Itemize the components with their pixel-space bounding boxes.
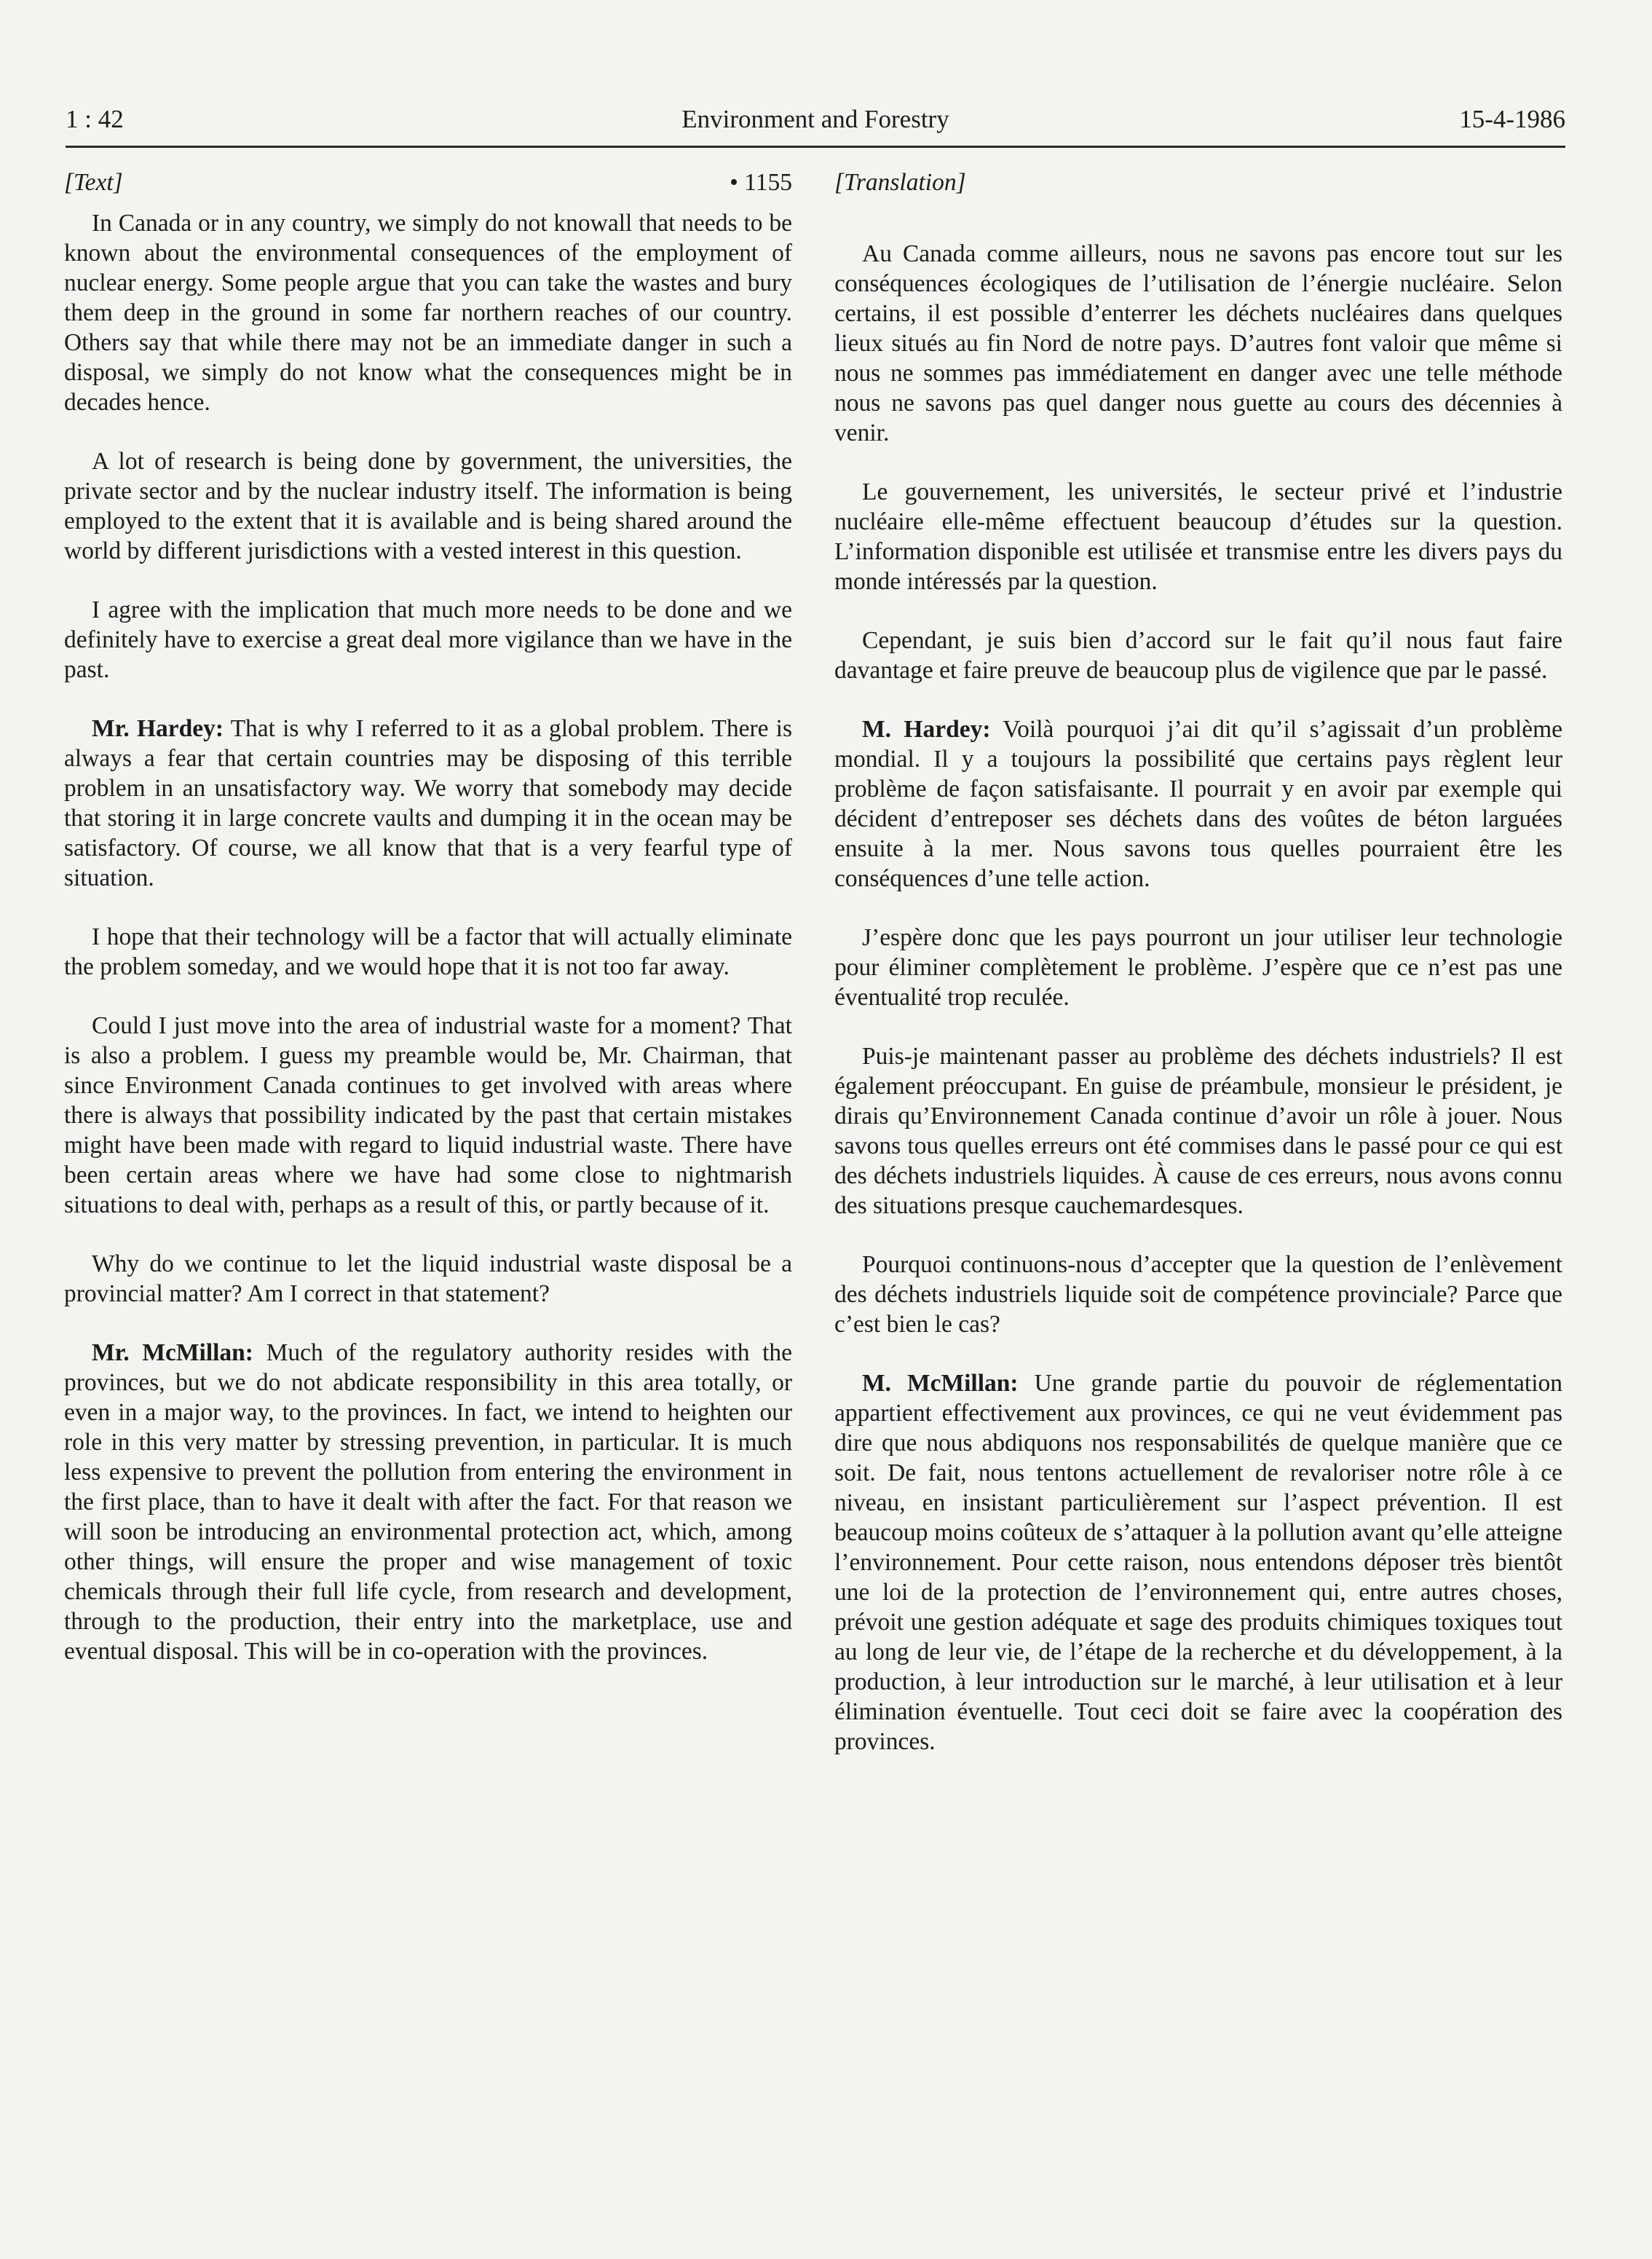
paragraph [64, 208, 792, 417]
french-paragraphs [834, 239, 1562, 1757]
speaker-name: M. McMillan: [862, 1370, 1019, 1397]
paragraph-text: I agree with the implication that much more needs to be done and we definitely have to exercise a great deal more vigilance than we have in the past. [64, 596, 792, 683]
paragraph [64, 922, 792, 982]
speaker-name: Mr. Hardey: [92, 715, 224, 742]
paragraph [834, 923, 1562, 1012]
paragraph-text: Why do we continue to let the liquid industrial waste disposal be a provincial matter? Am I correct in that statement? [64, 1250, 792, 1307]
paragraph [64, 714, 792, 893]
paragraph [64, 1249, 792, 1309]
paragraph-text: Voilà pourquoi j’ai dit qu’il s’agissait d’un problème mondial. Il y a toujours la possibilité que certains pays règlent leur problème de façon satisfaisante. Il pourrait y en avoir par exemple qui décident d’entreposer ses déchets dans des voûtes de béton larguées ensuite à la mer. Nous savons tous quelles pourraient être les conséquences d’une telle action. [834, 716, 1563, 892]
paragraph-text: J’espère donc que les pays pourront un jour utiliser leur technologie pour éliminer complètement le problème. J’espère que ce n’est pas une éventualité trop reculée. [834, 924, 1562, 1011]
paragraph [834, 1250, 1562, 1339]
english-paragraphs [64, 208, 792, 1666]
english-column [64, 167, 792, 1695]
paragraph [834, 1368, 1562, 1757]
paragraph-text: Cependant, je suis bien d’accord sur le fait qu’il nous faut faire davantage et faire preuve de beaucoup plus de vigilence que par le passé. [834, 627, 1562, 684]
paragraph [64, 1011, 792, 1220]
paragraph-text: In Canada or in any country, we simply do not knowall that needs to be known about the environmental consequences of the employment of nuclear energy. Some people argue that you can take the wastes and bury them deep in the ground in some far northern reaches of our country. Others say that while there may not be an immediate danger in such a disposal, we simply do not know what the consequences might be in decades hence. [64, 210, 792, 416]
text-label: [Text] [64, 169, 123, 196]
french-column [834, 167, 1562, 1786]
paragraph-text: Much of the regulatory authority resides with the provinces, but we do not abdicate responsibility in this area totally, or even in a major way, to the provinces. In fact, we intend to heighten our role in this very matter by stressing prevention, in particular. It is much less expensive to prevent the pollution from entering the environment in the first place, than to have it dealt with after the fact. For that reason we will soon be introducing an environmental protection act, which, among other things, will ensure the proper and wise management of toxic chemicals through their full life cycle, from research and development, through to the production, their entry into the marketplace, use and eventual disposal. This will be in co-operation with the provinces. [64, 1339, 793, 1665]
paragraph-text: Une grande partie du pouvoir de réglementation appartient effectivement aux provinces, ce qui ne veut évidemment pas dire que nous abdiquons nos responsabilités de quelque manière que ce soit. De fait, nous tentons actuellement de revaloriser notre rôle à ce niveau, en insistant particulièrement sur l’aspect prévention. Il est beaucoup moins coûteux de s’attaquer à la pollution avant qu’elle atteigne l’environnement. Pour cette raison, nous entendons déposer très bientôt une loi de la protection de l’environnement qui, entre autres choses, prévoit une gestion adéquate et sage des produits chimiques toxiques tout au long de leur vie, de l’étape de la recherche et du développement, à la production, à leur introduction sur le marché, à leur utilisation et à leur élimination éventuelle. Tout ceci doit se faire avec la coopération des provinces. [834, 1370, 1563, 1755]
paragraph-text: Le gouvernement, les universités, le secteur privé et l’industrie nucléaire elle-même effectuent beaucoup d’études sur la question. L’information disponible est utilisée et transmise entre les divers pays du monde intéressés par la question. [834, 478, 1562, 595]
publication-title: Environment and Forestry [681, 105, 949, 133]
page-header [66, 102, 1565, 148]
speaker-name: Mr. McMillan: [92, 1339, 253, 1366]
paragraph [834, 626, 1562, 685]
paragraph-text: That is why I referred to it as a global problem. There is always a fear that certain countries may be disposing of this terrible problem in an unsatisfactory way. We worry that somebody may decide that storing it in large concrete vaults and dumping it in the ocean may be satisfactory. Of course, we all know that that is a very fearful type of situation. [64, 715, 792, 891]
page-date: 15-4-1986 [1459, 105, 1565, 133]
paragraph-text: I hope that their technology will be a factor that will actually eliminate the problem someday, and we would hope that it is not too far away. [64, 923, 792, 980]
paragraph-text: Au Canada comme ailleurs, nous ne savons pas encore tout sur les conséquences écologiques de l’utilisation de l’énergie nucléaire. Selon certains, il est possible d’enterrer les déchets nucléaires dans quelques lieux situés au fin Nord de notre pays. D’autres font valoir que même si nous ne sommes pas immédiatement en danger avec une telle méthode nous ne savons pas quel danger nous guette au cours des décennies à venir. [834, 240, 1562, 446]
paragraph-text: Pourquoi continuons-nous d’accepter que la question de l’enlèvement des déchets industriels liquide soit de compétence provinciale? Parce que c’est bien le cas? [834, 1251, 1562, 1338]
speaker-name: M. Hardey: [862, 716, 991, 743]
time-marker: • 1155 [730, 169, 792, 196]
paragraph [64, 446, 792, 566]
paragraph [834, 477, 1562, 596]
page-number: 1 : 42 [66, 105, 124, 133]
translation-label: [Translation] [834, 169, 966, 196]
paragraph [834, 714, 1562, 894]
paragraph [834, 239, 1562, 448]
paragraph-text: A lot of research is being done by government, the universities, the private sector and by the nuclear industry itself. The information is being employed to the extent that it is available and is being shared around the world by different jurisdictions with a vested interest in this question. [64, 448, 792, 564]
paragraph [64, 1338, 792, 1666]
paragraph-text: Could I just move into the area of industrial waste for a moment? That is also a problem. I guess my preamble would be, Mr. Chairman, that since Environment Canada continues to get involved with areas where there is always that possibility indicated by the past that certain mistakes might have been made with regard to liquid industrial waste. There have been certain areas where we have had some close to nightmarish situations to deal with, perhaps as a result of this, or partly because of it. [64, 1012, 792, 1218]
paragraph [834, 1041, 1562, 1221]
paragraph-text: Puis-je maintenant passer au problème des déchets industriels? Il est également préoccupant. En guise de préambule, monsieur le président, je dirais qu’Environnement Canada continue d’avoir un rôle à jouer. Nous savons tous quelles erreurs ont été commises dans le passé pour ce qui est des déchets industriels liquides. À cause de ces erreurs, nous avons connu des situations presque cauchemardesques. [834, 1043, 1562, 1219]
paragraph [64, 595, 792, 685]
